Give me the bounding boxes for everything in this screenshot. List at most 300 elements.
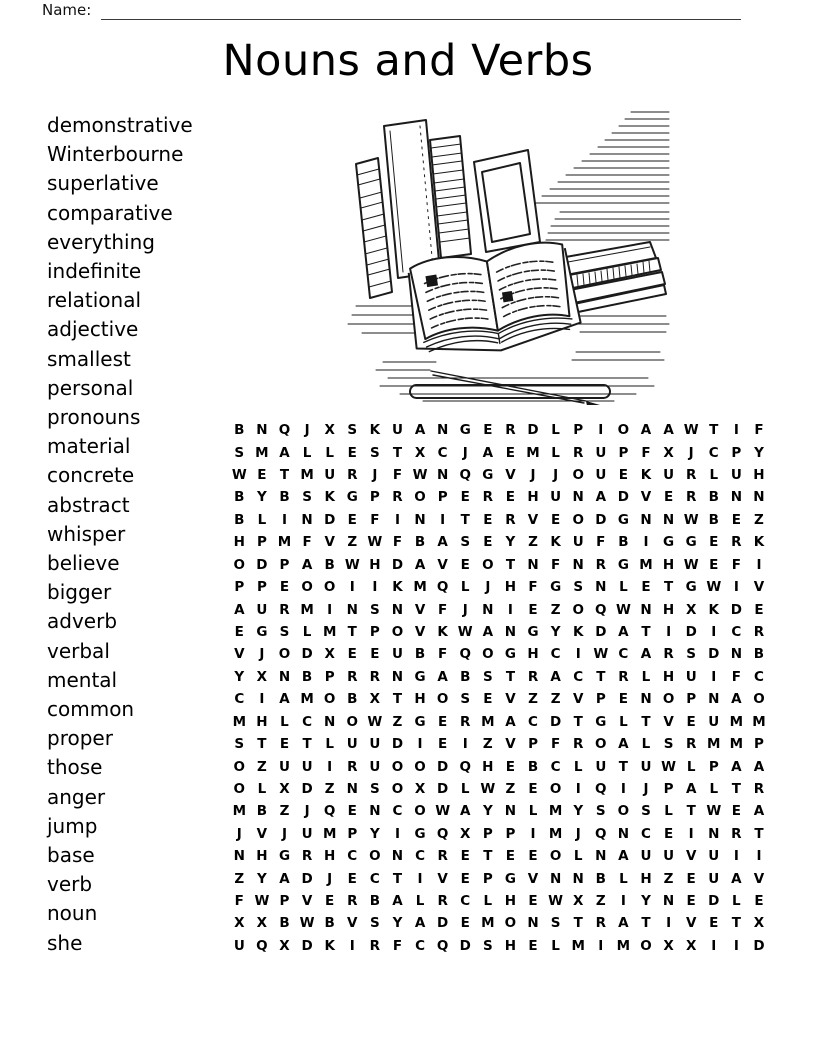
grid-cell: F (392, 937, 403, 954)
grid-cell: E (325, 893, 335, 910)
grid-cell: G (256, 624, 268, 640)
grid-cell: A (279, 691, 290, 708)
grid-cell: R (437, 893, 448, 910)
grid-cell: E (460, 870, 470, 887)
grid-cell: X (414, 444, 426, 461)
grid-cell: S (482, 668, 493, 685)
word-list-item: verbal (47, 638, 110, 663)
grid-cell: D (617, 489, 629, 506)
grid-cell: K (437, 624, 448, 640)
grid-cell: N (662, 511, 675, 528)
grid-cell: E (686, 870, 696, 887)
grid-cell: T (302, 736, 312, 753)
grid-cell: O (391, 624, 404, 640)
grid-cell: R (753, 780, 765, 797)
grid-cell: R (731, 825, 742, 842)
grid-cell: V (527, 870, 539, 887)
grid-cell: N (753, 489, 765, 506)
grid-cell: P (482, 825, 493, 842)
grid-cell: U (595, 444, 607, 461)
grid-cell: D (550, 713, 562, 730)
grid-cell: E (663, 489, 674, 506)
grid-cell: U (640, 848, 652, 865)
grid-cell: W (548, 893, 564, 910)
grid-cell: F (302, 534, 312, 551)
grid-cell: O (617, 803, 630, 820)
grid-cell: G (663, 534, 675, 551)
grid-cell: I (643, 534, 649, 551)
grid-cell: W (412, 467, 428, 484)
grid-cell: A (753, 803, 765, 820)
grid-cell: D (595, 511, 607, 528)
word-list-item: pronouns (47, 405, 141, 430)
grid-cell: E (460, 915, 470, 932)
grid-cell: H (753, 467, 765, 484)
grid-cell: E (505, 489, 516, 506)
grid-cell: H (256, 848, 268, 865)
grid-cell: A (731, 691, 742, 708)
grid-cell: L (528, 803, 538, 820)
grid-cell: L (641, 668, 651, 685)
grid-cell: W (615, 601, 631, 618)
grid-cell: O (323, 691, 336, 708)
grid-cell: N (346, 780, 358, 797)
grid-cell: R (663, 646, 674, 663)
grid-cell: M (300, 691, 314, 708)
grid-cell: A (618, 624, 629, 640)
grid-cell: L (619, 870, 628, 887)
grid-cell: M (729, 736, 744, 753)
grid-cell: T (347, 624, 357, 640)
grid-cell: N (527, 556, 539, 573)
grid-cell: A (595, 489, 607, 506)
grid-cell: S (369, 601, 380, 618)
grid-cell: V (414, 601, 426, 618)
grid-cell: S (686, 646, 697, 663)
grid-cell: N (708, 691, 720, 708)
grid-cell: V (437, 556, 448, 573)
grid-cell: I (733, 937, 739, 954)
grid-cell: P (256, 579, 267, 596)
grid-cell: G (617, 511, 629, 528)
grid-cell: W (683, 422, 699, 439)
grid-cell: Y (257, 870, 267, 887)
grid-cell: S (302, 489, 312, 506)
grid-cell: E (438, 713, 448, 730)
grid-cell: E (528, 601, 538, 618)
grid-cell: S (573, 579, 584, 596)
grid-cell: N (527, 915, 539, 932)
word-list-item: everything (47, 229, 155, 254)
grid-cell: L (280, 713, 289, 730)
grid-cell: V (505, 691, 516, 708)
grid-cell: N (391, 601, 404, 618)
grid-cell: E (370, 646, 380, 663)
grid-cell: I (327, 601, 333, 618)
grid-cell: B (234, 511, 245, 528)
grid-cell: V (572, 691, 584, 708)
grid-cell: J (643, 780, 649, 797)
grid-cell: H (662, 556, 675, 573)
grid-cell: S (369, 915, 380, 932)
grid-cell: I (711, 668, 717, 685)
grid-cell: L (325, 444, 334, 461)
grid-cell: E (550, 511, 561, 528)
grid-cell: T (641, 915, 651, 932)
grid-cell: T (573, 713, 583, 730)
grid-cell: G (482, 467, 494, 484)
grid-cell: W (367, 534, 383, 551)
grid-cell: A (301, 556, 313, 573)
grid-cell: M (255, 444, 269, 461)
grid-cell: E (347, 646, 357, 663)
word-list-item: bigger (47, 580, 112, 605)
grid-cell: J (304, 803, 310, 820)
letter-grid (228, 419, 770, 957)
grid-cell: P (234, 579, 245, 596)
grid-cell: W (593, 646, 609, 663)
grid-cell: O (595, 736, 607, 753)
grid-cell: E (234, 624, 244, 640)
grid-cell: J (281, 825, 287, 842)
grid-cell: V (685, 915, 697, 932)
grid-cell: D (753, 937, 765, 954)
grid-cell: D (391, 556, 404, 573)
grid-cell: O (278, 646, 291, 663)
grid-cell: E (505, 758, 516, 775)
grid-cell: F (550, 736, 561, 753)
grid-cell: B (347, 691, 358, 708)
grid-cell: L (460, 780, 470, 797)
grid-cell: X (414, 780, 426, 797)
grid-cell: R (753, 624, 765, 640)
grid-cell: J (553, 467, 559, 484)
grid-cell: A (731, 870, 742, 887)
grid-cell: N (595, 848, 607, 865)
word-list-item: mental (47, 667, 118, 692)
grid-cell: Z (528, 534, 538, 551)
grid-cell: N (346, 601, 358, 618)
grid-cell: I (756, 556, 762, 573)
grid-cell: F (528, 579, 538, 596)
grid-cell: T (596, 668, 606, 685)
grid-cell: A (482, 624, 494, 640)
grid-cell: P (731, 444, 742, 461)
grid-cell: P (528, 736, 538, 753)
grid-cell: N (436, 422, 449, 439)
grid-cell: E (347, 870, 357, 887)
grid-cell: U (346, 736, 358, 753)
grid-cell: F (731, 668, 741, 685)
grid-cell: L (619, 579, 628, 596)
grid-cell: C (302, 713, 313, 730)
grid-cell: Z (528, 691, 538, 708)
grid-cell: L (709, 467, 719, 484)
grid-cell: C (731, 624, 742, 640)
grid-cell: W (231, 467, 247, 484)
grid-cell: J (485, 579, 491, 596)
grid-cell: M (571, 937, 585, 954)
grid-cell: E (731, 803, 741, 820)
grid-cell: O (482, 556, 494, 573)
grid-cell: T (573, 915, 583, 932)
grid-cell: P (369, 624, 380, 640)
grid-cell: T (483, 848, 493, 865)
grid-cell: P (347, 825, 358, 842)
grid-cell: U (730, 467, 742, 484)
grid-cell: D (595, 624, 607, 640)
grid-cell: E (347, 803, 357, 820)
grid-cell: H (662, 601, 675, 618)
grid-cell: G (527, 624, 539, 640)
grid-cell: M (322, 825, 337, 842)
grid-cell: H (369, 556, 381, 573)
grid-cell: J (259, 646, 265, 663)
grid-cell: X (324, 422, 335, 439)
grid-cell: R (437, 848, 448, 865)
name-field (42, 0, 741, 20)
grid-cell: A (414, 915, 426, 932)
grid-cell: H (324, 848, 336, 865)
grid-cell: I (327, 758, 333, 775)
grid-cell: U (391, 646, 403, 663)
word-list-item: common (47, 697, 135, 722)
grid-cell: N (572, 556, 584, 573)
grid-cell: Z (550, 691, 561, 708)
grid-cell: T (279, 467, 290, 484)
grid-cell: E (483, 422, 493, 439)
grid-cell: X (234, 915, 245, 932)
grid-cell: M (300, 601, 314, 618)
word-list-item: base (47, 843, 95, 868)
grid-cell: F (392, 534, 403, 551)
grid-cell: B (708, 511, 719, 528)
grid-cell: E (663, 825, 674, 842)
grid-cell: E (528, 780, 538, 797)
grid-cell: O (414, 758, 426, 775)
grid-cell: E (618, 467, 628, 484)
grid-cell: M (232, 803, 247, 820)
grid-cell: R (460, 713, 471, 730)
grid-cell: E (460, 848, 470, 865)
grid-cell: Q (459, 646, 471, 663)
grid-cell: D (437, 780, 449, 797)
grid-cell: X (279, 780, 290, 797)
grid-cell: W (254, 893, 270, 910)
word-list-item: superlative (47, 171, 159, 196)
grid-cell: N (301, 511, 313, 528)
grid-cell: J (688, 444, 694, 461)
grid-cell: T (618, 758, 628, 775)
grid-cell: Z (505, 780, 516, 797)
grid-cell: Z (595, 893, 606, 910)
grid-cell: R (573, 444, 584, 461)
grid-cell: E (528, 893, 538, 910)
grid-cell: M (729, 713, 744, 730)
grid-cell: A (437, 534, 448, 551)
grid-cell: L (686, 758, 696, 775)
grid-cell: H (414, 691, 426, 708)
grid-cell: D (708, 646, 720, 663)
grid-cell: N (572, 870, 584, 887)
grid-cell: I (462, 736, 468, 753)
word-list-item: verb (47, 872, 93, 897)
grid-cell: W (344, 556, 360, 573)
grid-cell: N (436, 467, 449, 484)
grid-cell: P (256, 534, 267, 551)
grid-cell: M (277, 534, 292, 551)
grid-cell: N (617, 825, 630, 842)
grid-cell: W (299, 915, 315, 932)
grid-cell: V (753, 579, 765, 596)
grid-cell: A (618, 848, 629, 865)
grid-cell: O (753, 691, 765, 708)
grid-cell: A (640, 646, 652, 663)
grid-cell: A (640, 422, 652, 439)
grid-cell: G (278, 848, 291, 865)
grid-cell: Z (663, 870, 674, 887)
grid-cell: H (256, 713, 268, 730)
grid-cell: X (324, 646, 335, 663)
grid-cell: W (480, 780, 496, 797)
grid-cell: A (392, 893, 403, 910)
grid-cell: I (711, 624, 717, 640)
grid-cell: Q (436, 579, 449, 596)
grid-cell: C (618, 646, 629, 663)
grid-cell: O (640, 937, 652, 954)
grid-cell: A (414, 556, 426, 573)
grid-cell: Q (436, 937, 449, 954)
grid-cell: I (507, 601, 513, 618)
grid-cell: T (686, 803, 696, 820)
word-list-item: anger (47, 784, 106, 809)
grid-cell: I (666, 624, 672, 640)
grid-cell: P (279, 556, 290, 573)
grid-cell: E (528, 848, 538, 865)
grid-cell: G (617, 556, 629, 573)
grid-cell: R (505, 422, 516, 439)
grid-cell: Y (573, 803, 584, 820)
grid-cell: E (754, 893, 764, 910)
grid-cell: C (708, 444, 719, 461)
grid-cell: P (482, 870, 493, 887)
grid-cell: V (753, 870, 765, 887)
grid-cell: W (457, 624, 473, 640)
grid-cell: U (233, 937, 245, 954)
grid-cell: D (459, 937, 471, 954)
grid-cell: V (505, 736, 516, 753)
grid-cell: M (322, 624, 337, 640)
grid-cell: R (347, 893, 358, 910)
grid-cell: U (708, 848, 720, 865)
grid-cell: M (300, 467, 314, 484)
grid-cell: P (437, 489, 448, 506)
grid-cell: L (302, 624, 312, 640)
grid-cell: Z (279, 803, 290, 820)
grid-cell: N (640, 511, 652, 528)
grid-cell: I (666, 915, 672, 932)
grid-cell: E (641, 579, 651, 596)
grid-cell: M (752, 713, 766, 730)
grid-cell: T (392, 870, 403, 887)
grid-cell: A (437, 668, 448, 685)
grid-cell: O (617, 422, 630, 439)
grid-cell: U (685, 668, 697, 685)
grid-cell: R (347, 758, 358, 775)
grid-cell: U (391, 422, 403, 439)
grid-cell: V (527, 511, 539, 528)
grid-cell: V (505, 467, 516, 484)
grid-cell: B (256, 803, 268, 820)
grid-cell: Q (595, 825, 607, 842)
grid-cell: U (663, 848, 675, 865)
open-book-left-page (409, 251, 498, 343)
grid-cell: R (369, 668, 381, 685)
grid-cell: L (483, 893, 493, 910)
grid-cell: P (686, 691, 697, 708)
grid-cell: A (618, 736, 629, 753)
grid-cell: O (572, 601, 584, 618)
grid-cell: J (327, 870, 333, 887)
grid-cell: C (347, 848, 358, 865)
grid-cell: X (256, 915, 268, 932)
grid-cell: O (662, 691, 675, 708)
grid-cell: Z (347, 534, 358, 551)
grid-cell: O (436, 691, 449, 708)
grid-cell: U (663, 467, 675, 484)
grid-cell: G (414, 825, 426, 842)
grid-cell: X (572, 893, 584, 910)
grid-cell: E (483, 534, 493, 551)
grid-cell: L (573, 758, 583, 775)
grid-cell: D (527, 422, 539, 439)
grid-cell: H (504, 937, 517, 954)
grid-cell: C (415, 937, 425, 954)
grid-cell: R (279, 601, 290, 618)
grid-cell: C (437, 444, 448, 461)
page-ornament-left (425, 275, 438, 288)
hatch-right-mid (546, 212, 669, 240)
grid-cell: T (392, 444, 403, 461)
grid-cell: G (459, 422, 471, 439)
grid-cell: R (573, 736, 584, 753)
grid-cell: T (257, 736, 267, 753)
grid-cell: N (324, 713, 336, 730)
grid-cell: R (392, 489, 403, 506)
grid-cell: E (618, 691, 628, 708)
grid-cell: N (482, 601, 494, 618)
grid-cell: O (414, 803, 426, 820)
grid-cell: D (301, 937, 313, 954)
page-title: Nouns and Verbs (222, 36, 594, 86)
grid-cell: P (505, 825, 516, 842)
grid-cell: D (730, 601, 742, 618)
grid-cell: C (641, 825, 651, 842)
grid-cell: L (573, 848, 583, 865)
grid-cell: O (414, 489, 426, 506)
grid-cell: K (324, 489, 335, 506)
grid-cell: G (550, 579, 562, 596)
word-list-item: comparative (47, 200, 173, 225)
grid-cell: E (505, 848, 516, 865)
grid-cell: Z (234, 870, 245, 887)
grid-cell: K (369, 422, 381, 439)
grid-cell: W (661, 758, 677, 775)
grid-cell: I (620, 780, 626, 797)
grid-cell: B (618, 534, 629, 551)
grid-cell: X (663, 444, 674, 461)
grid-cell: D (437, 758, 449, 775)
